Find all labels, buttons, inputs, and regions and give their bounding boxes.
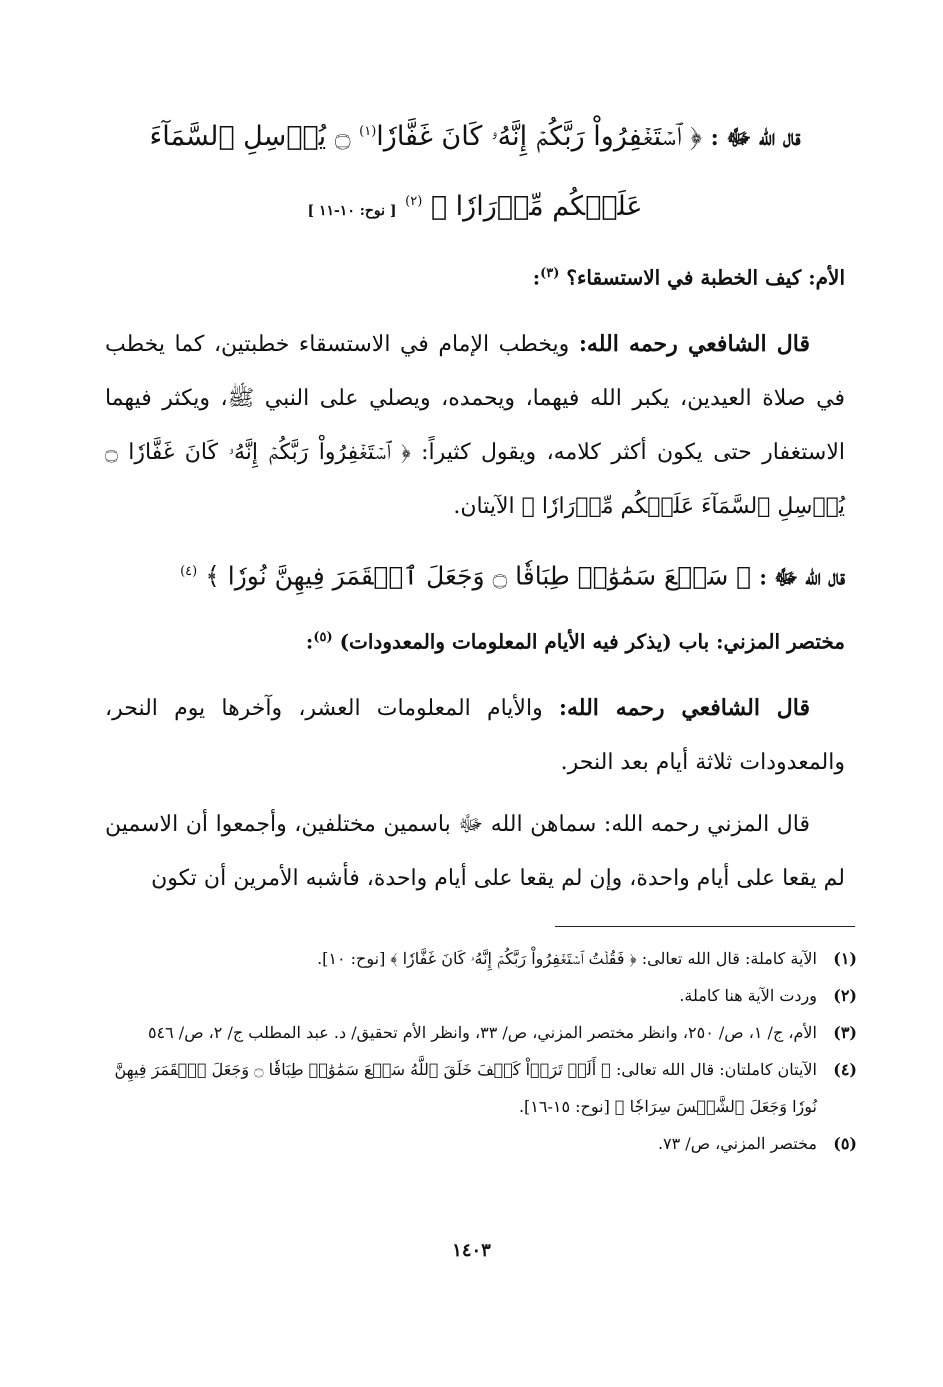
footnote-item xyxy=(105,1014,857,1051)
heading-colon: : xyxy=(532,265,541,290)
footnote-number: (٤) xyxy=(833,1060,857,1079)
footnotes xyxy=(105,940,857,1162)
footnote-item xyxy=(105,940,857,977)
paragraph-1 xyxy=(105,317,845,534)
footnote-text: وردت الآية هنا كاملة. xyxy=(679,986,817,1005)
footnote-text: الآيتان كاملتان: قال الله تعالى: ﴿ أَلَمۡ تَرَوۡاْ كَيۡفَ خَلَقَ ٱللَّهُ سَبۡعَ سَمَٰوَٰتٖ طِبَاقٗا ۝ وَجَعَلَ ٱلۡقَمَرَ فِيهِنَّ نُورٗا وَجَعَلَ ٱلشَّمۡسَ سِرَاجٗا ﴾ [نوح: ١٥-١٦]. xyxy=(114,1060,817,1116)
verse-text-b: ۝ يُرۡسِلِ ٱلسَّمَآءَ عَلَيۡكُم مِّدۡرَارٗا ﴾ xyxy=(149,121,643,222)
section-heading-1 xyxy=(105,257,845,295)
speaker-label: قال الشافعي رحمه الله: xyxy=(558,694,810,721)
speaker-label: قال الشافعي رحمه الله: xyxy=(578,330,810,357)
footnote-ref-3[interactable]: (٣) xyxy=(540,266,560,281)
footnote-ref-1[interactable]: (١) xyxy=(359,124,377,139)
footnote-number: (١) xyxy=(833,949,857,968)
verse-text: ﴿ سَبۡعَ سَمَٰوَٰتٖ طِبَاقٗا ۝ وَجَعَلَ ٱلۡقَمَرَ فِيهِنَّ نُورٗا ﴾ xyxy=(205,560,752,590)
verse-block-1 xyxy=(105,100,845,243)
footnote-item xyxy=(105,1125,857,1162)
verse-lead: قال الله ﷻ : xyxy=(710,125,801,151)
verse-lead: قال الله ﷻ : xyxy=(759,563,845,589)
paragraph-2 xyxy=(105,681,845,790)
footnote-ref-4[interactable]: (٤) xyxy=(180,563,198,579)
footnote-text: الأم، ج/ ١، ص/ ٢٥٠، وانظر مختصر المزني، ص/ ٣٣، وانظر الأم تحقيق/ د. عبد المطلب ج/ ٢، ص/ ٥٤٦ xyxy=(147,1023,817,1042)
footnote-number: (٥) xyxy=(833,1134,857,1153)
footnote-number: (٣) xyxy=(833,1023,857,1042)
footnote-text: مختصر المزني، ص/ ٧٣. xyxy=(657,1134,817,1153)
paragraph-text: ويخطب الإمام في الاستسقاء خطبتين، كما يخطب في صلاة العيدين، يكبر الله فيهما، ويحمده، ويصلي على النبي ﷺ، ويكثر فيهما الاستغفار حتى يكون أكثر كلامه، ويقول كثيراً: ﴿ ٱسۡتَغۡفِرُواْ رَبَّكُمۡ إِنَّهُۥ كَانَ غَفَّارٗا ۝ يُرۡسِلِ ٱلسَّمَآءَ عَلَيۡكُم مِّدۡرَارٗا ﴾ الآيتان. xyxy=(105,331,845,519)
section-heading-2 xyxy=(105,621,845,659)
footnote-item xyxy=(105,977,857,1014)
verse-text: ﴿ ٱسۡتَغۡفِرُواْ رَبَّكُمۡ إِنَّهُۥ كَانَ غَفَّارٗا xyxy=(376,121,702,152)
page-body xyxy=(105,100,845,914)
verse-reference: [ نوح: ١٠-١١ ] xyxy=(307,203,397,219)
footnote-divider xyxy=(555,926,855,927)
heading-colon: : xyxy=(305,629,314,654)
paragraph-text: قال المزني رحمه الله: سماهن الله ﷻ باسمين مختلفين، وأجمعوا أن الاسمين لم يقعا على أيام واحدة، وإن لم يقعا على أيام واحدة، فأشبه الأمرين أن تكون xyxy=(105,811,845,891)
footnote-text: الآية كاملة: قال الله تعالى: ﴿ فَقُلۡتُ ٱسۡتَغۡفِرُواْ رَبَّكُمۡ إِنَّهُۥ كَانَ غَفَّارٗا ﴾ [نوح: ١٠]. xyxy=(317,949,817,968)
page-number: ١٤٠٣ xyxy=(452,1240,491,1261)
heading-text: الأم: كيف الخطبة في الاستسقاء؟ xyxy=(566,265,845,290)
footnote-ref-5[interactable]: (٥) xyxy=(313,629,333,645)
heading-text: مختصر المزني: باب (يذكر فيه الأيام المعلومات والمعدودات) xyxy=(339,629,845,654)
footnote-number: (٢) xyxy=(833,986,857,1005)
verse-block-2 xyxy=(105,542,845,607)
paragraph-text: والأيام المعلومات العشر، وآخرها يوم النحر، والمعدودات ثلاثة أيام بعد النحر. xyxy=(105,695,845,775)
footnote-ref-2[interactable]: (٢) xyxy=(405,194,423,209)
footnote-item xyxy=(105,1051,857,1125)
paragraph-3 xyxy=(105,798,845,906)
